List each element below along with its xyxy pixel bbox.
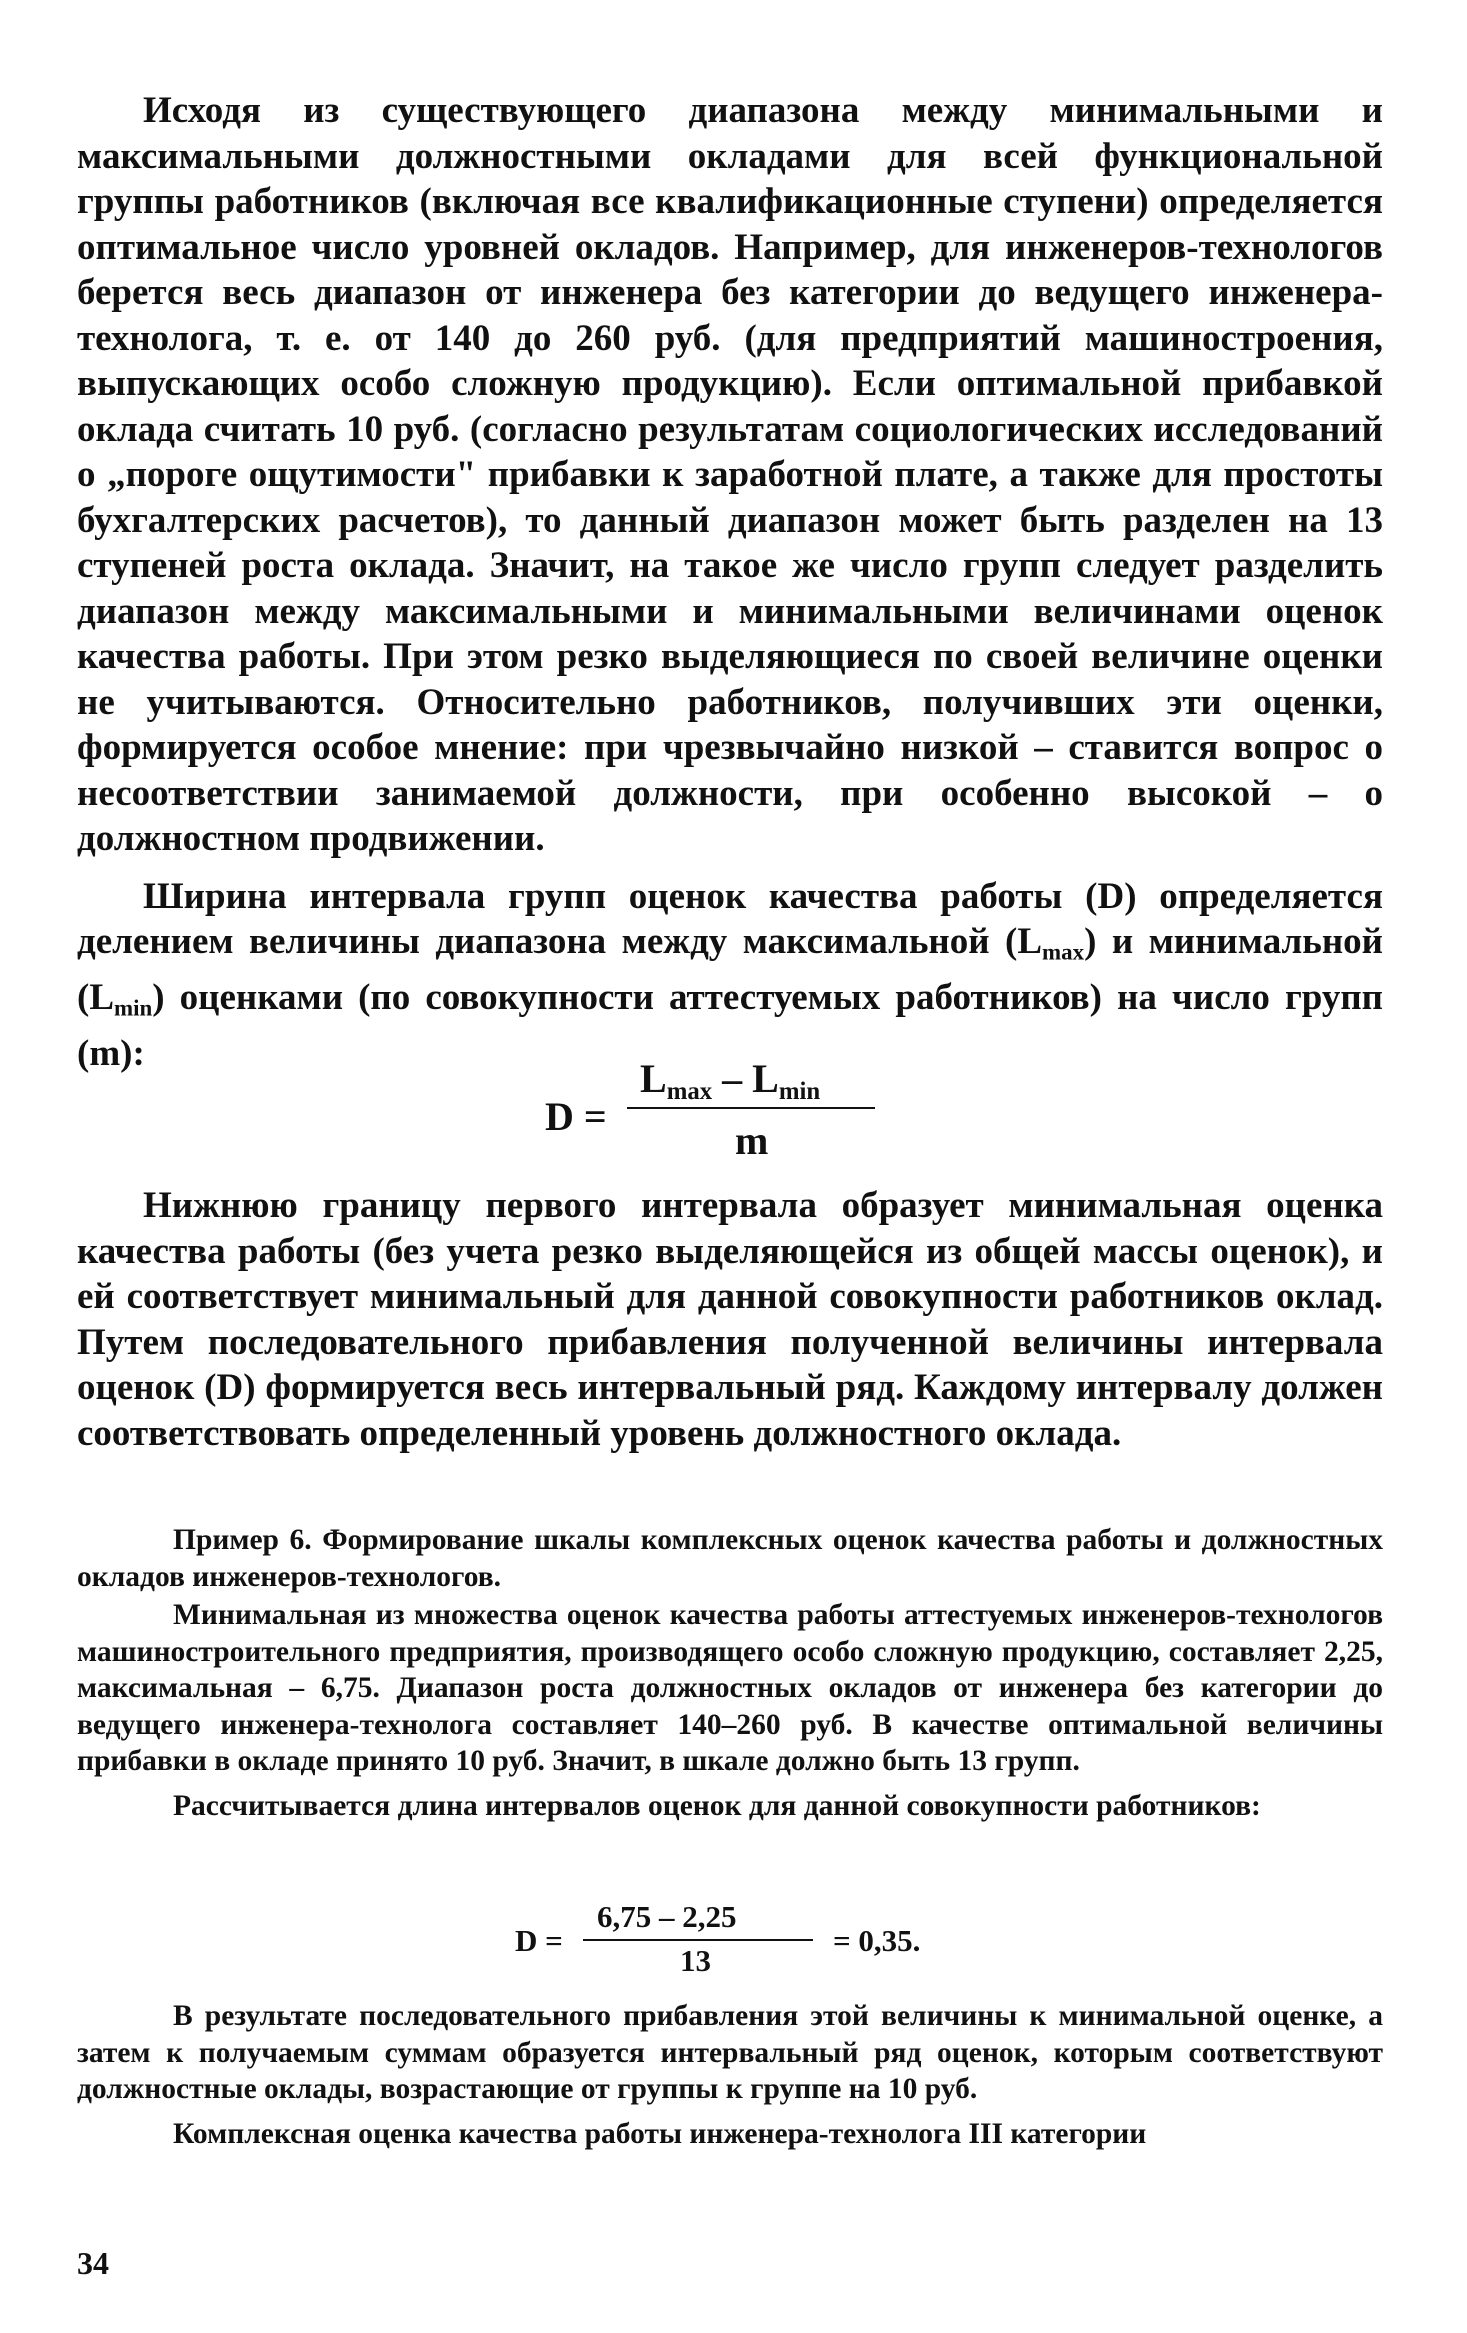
paragraph-interval-series: Нижнюю границу первого интервала образует минимальная оценка качества работы (без учета резко выделяющейся из общей массы оценок), и ей соответствует минимальный для данной совокупности работников оклад. Путем последовательного прибавления полученной величины интервала оценок (D) формируется весь интервальный ряд. Каждому интервалу должен соответствовать определенный уровень должностного оклада. xyxy=(77,1185,1383,1454)
main-text-top xyxy=(77,88,1383,1076)
example-paragraph-result: В результате последовательного прибавления этой величины к минимальной оценке, а затем к получаемым суммам образуется интервальный ряд оценок, которым соответствуют должностные оклады, возрастающие от группы к группе на 10 руб. xyxy=(77,2000,1383,2105)
main-text-bottom xyxy=(77,1183,1383,1456)
formula-lhs: D = xyxy=(515,1923,563,1958)
formula-result: = 0,35. xyxy=(833,1923,921,1958)
example-block xyxy=(77,1522,1383,1824)
formula-denominator: m xyxy=(735,1118,769,1163)
formula-lhs: D = xyxy=(545,1094,607,1139)
formula-interval-width xyxy=(545,1055,905,1175)
paragraph-salary-range: Исходя из существующего диапазона между минимальными и максимальными должностными окладами для всей функциональной группы работников (включая все квалификационные ступени) определяется оптимальное число уровней окладов. Например, для инженеров-технологов берется весь диапазон от инженера без категории до ведущего инженера-технолога, т. е. от 140 до 260 руб. (для предприятий машиностроения, выпускающих особо сложную продукцию). Если оптимальной прибавкой оклада считать 10 руб. (согласно результатам социологических исследований о „пороге ощутимости" прибавки к заработной плате, а также для простоты бухгалтерских расчетов), то данный диапазон может быть разделен на 13 ступеней роста оклада. Значит, на такое же число групп следует разделить диапазон между максимальными и минимальными величинами оценок качества работы. При этом резко выделяющиеся по своей величине оценки не учитываются. Относительно работников, получивших эти оценки, формируется особое мнение: при чрезвычайно низкой – ставится вопрос о несоответствии занимаемой должности, при особенно высокой – о должностном продвижении. xyxy=(77,90,1383,859)
fraction-bar xyxy=(583,1939,813,1941)
fraction-bar xyxy=(627,1107,875,1109)
example-paragraph-grade: Комплексная оценка качества работы инженера-технолога III категории xyxy=(173,2117,1147,2150)
page-number: 34 xyxy=(77,2245,109,2281)
formula-example xyxy=(515,1899,975,1985)
example-block-continued xyxy=(77,1998,1383,2152)
example-heading: Пример 6. Формирование шкалы комплексных оценок качества работы и должностных окладов инженеров-технологов. xyxy=(77,1524,1383,1593)
example-paragraph-data: Минимальная из множества оценок качества работы аттестуемых инженеров-технологов машиностроительного предприятия, производящего особо сложную продукцию, составляет 2,25, максимальная – 6,75. Диапазон роста должностных окладов от инженера без категории до ведущего инженера-технолога составляет 140–260 руб. В качестве оптимальной величины прибавки в окладе принято 10 руб. Значит, в шкале должно быть 13 групп. xyxy=(77,1599,1383,1777)
example-paragraph-calc: Рассчитывается длина интервалов оценок для данной совокупности работников: xyxy=(173,1789,1261,1822)
formula-denominator: 13 xyxy=(680,1943,711,1978)
formula-numerator: 6,75 – 2,25 xyxy=(597,1899,737,1934)
paragraph-interval-width: Ширина интервала групп оценок качества работы (D) определяется делением величины диапазона между максимальной $(L_{max})$ и минимальной $(L_{min})$ оценками (по совокупности аттестуемых работников) на число групп (m): xyxy=(77,875,1383,1074)
formula-numerator: $L_{max} - L_{min}$ xyxy=(640,1056,821,1105)
